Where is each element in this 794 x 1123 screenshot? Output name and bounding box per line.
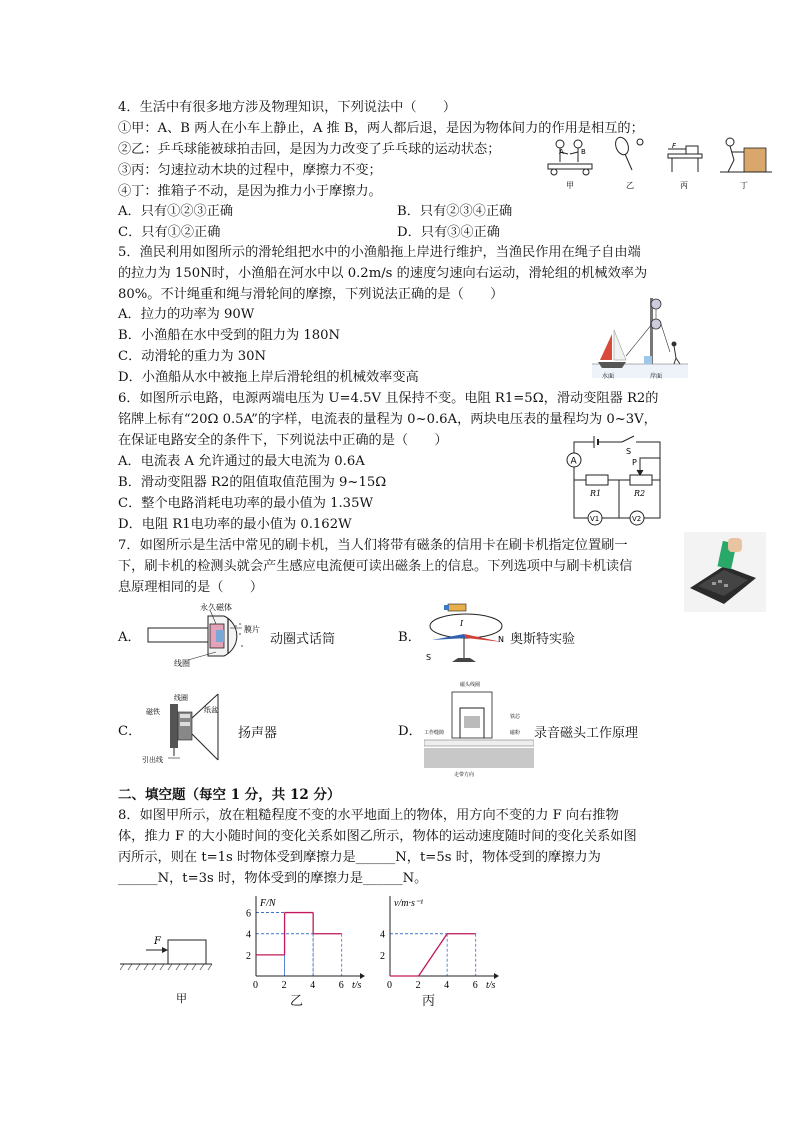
q6-r2-label: R2: [634, 489, 646, 498]
q4-item-4: ④丁：推箱子不动，是因为推力小于摩擦力。: [118, 184, 382, 199]
q4-figure: [540, 132, 780, 192]
x-tick-4: 4: [310, 980, 316, 991]
q7c-label-magnet: 磁铁: [146, 708, 160, 716]
y-tick-2: 2: [246, 950, 251, 962]
q7b-label-current: I: [460, 619, 464, 628]
card-reader-photo: [684, 532, 766, 612]
q4-fig-f: F: [672, 142, 677, 150]
q7-figure-a: [146, 602, 266, 668]
q7d-label-direction: 走带方向: [454, 772, 475, 778]
data-segment-1: [419, 934, 448, 976]
q4-fig-label-yi: 乙: [626, 181, 634, 190]
q7-option-d[interactable]: D．: [398, 724, 422, 739]
q4-option-c[interactable]: C．只有①②正确: [118, 225, 221, 240]
q6-line-2: 铭牌上标有“20Ω 0.5A”的字样，电流表的量程为 0~0.6A，两块电压表的量程均为 0~3V，: [118, 412, 657, 427]
x-tick-0: 0: [253, 980, 258, 991]
x-tick-0: 0: [387, 980, 392, 991]
q7-line-2: 下，刷卡机的检测头就会产生感应电流便可读出磁条上的信息。下列选项中与刷卡机读信: [118, 559, 633, 574]
q7a-label-diaphragm: 膜片: [244, 625, 260, 634]
q7a-label-coil: 线圈: [174, 659, 190, 668]
q7-figure-b: [418, 600, 510, 670]
q6-r1-label: R1: [590, 489, 602, 498]
q5-option-a[interactable]: A．拉力的功率为 90W: [118, 307, 255, 322]
q4-option-b[interactable]: B．只有②③④正确: [397, 204, 513, 219]
q7a-label-magnet: 永久磁体: [200, 603, 232, 612]
q6-ammeter-label: A: [570, 456, 577, 467]
q5-option-d[interactable]: D．小渔船从水中被拖上岸后滑轮组的机械效率变高: [118, 370, 419, 385]
q7-option-a[interactable]: A．: [118, 630, 141, 645]
q8-chart-bing: [372, 896, 502, 1006]
q7-figure-c: [140, 688, 230, 768]
q7b-label-n: N: [498, 635, 504, 644]
q7-option-b[interactable]: B．: [398, 630, 421, 645]
q4-item-2: ②乙：乒乓球能被球拍击回，是因为力改变了乒乓球的运动状态；: [118, 142, 501, 157]
x-tick-6: 6: [472, 980, 478, 991]
q8-line-3: 丙所示，则在 t=1s 时物体受到摩擦力是______N，t=5s 时，物体受到的摩擦力为: [118, 850, 601, 865]
q5-line-3: 80%。不计绳重和绳与滑轮间的摩擦，下列说法正确的是（ ）: [118, 287, 504, 302]
y-axis-label: v/m·s⁻¹: [394, 898, 424, 909]
y-tick-4: 4: [380, 929, 385, 941]
q4-fig-label-bing: 丙: [680, 181, 688, 190]
q7-line-1: 7．如图所示是生活中常见的刷卡机，当人们将带有磁条的信用卡在刷卡机指定位置刷一: [118, 538, 628, 553]
q8-figure-jia: [120, 930, 220, 1010]
q7b-label-s: S: [426, 653, 432, 662]
q6-switch-label: S: [626, 447, 632, 456]
q5-pulley-figure: [592, 290, 688, 382]
q7d-label-powder: 磁粉: [510, 730, 521, 736]
y-tick-6: 6: [246, 908, 251, 920]
q6-option-d[interactable]: D．电阻 R1电功率的最小值为 0.162W: [118, 517, 352, 532]
x-tick-2: 2: [415, 980, 421, 991]
q6-option-a[interactable]: A．电流表 A 允许通过的最大电流为 0.6A: [118, 454, 365, 469]
q7d-label-coil: 磁头线圈: [460, 682, 481, 688]
q5-label-shore: 岸面: [650, 373, 663, 380]
q7c-label-leads: 引出线: [142, 756, 163, 764]
q7c-label-cone: 纸盆: [204, 706, 218, 714]
q7d-label-core: 铁芯: [510, 714, 521, 720]
x-axis-arrow: [360, 973, 365, 979]
q5-line-2: 的拉力为 150N时，小渔船在河水中以 0.2m/s 的速度匀速向右运动，滑轮组的机械效率为: [118, 266, 648, 281]
q7-option-c-label: 扬声器: [238, 726, 278, 741]
q4-stem: 4．生活中有很多地方涉及物理知识，下列说法中（ ）: [118, 100, 457, 115]
q4-item-3: ③丙：匀速拉动木块的过程中，摩擦力不变；: [118, 163, 382, 178]
velocity-time-chart: [372, 896, 502, 1006]
q4-fig-b: B: [581, 148, 586, 156]
x-tick-6: 6: [338, 980, 344, 991]
q8-line-4: ______N，t=3s 时，物体受到的摩擦力是______N。: [118, 871, 428, 886]
q5-line-1: 5．渔民利用如图所示的滑轮组把水中的小渔船拖上岸进行维护，当渔民作用在绳子自由端: [118, 245, 641, 260]
x-tick-4: 4: [444, 980, 450, 991]
q7-option-d-label: 录音磁头工作原理: [534, 726, 639, 741]
q6-slider-label: P: [632, 458, 637, 467]
q4-fig-label-ding: 丁: [740, 181, 748, 190]
q5-option-b[interactable]: B．小渔船在水中受到的阻力为 180N: [118, 328, 341, 343]
q4-option-a[interactable]: A．只有①②③正确: [118, 204, 234, 219]
q8-label-jia: 甲: [176, 992, 187, 1005]
q7-line-3: 息原理相同的是（ ）: [118, 580, 264, 595]
q8-label-yi: 乙: [290, 994, 304, 1009]
q7-option-b-label: 奥斯特实验: [510, 632, 576, 647]
q4-fig-a: A: [559, 148, 564, 156]
y-axis-label: F/N: [260, 898, 276, 909]
q6-circuit-figure: [560, 434, 670, 528]
y-tick-4: 4: [246, 929, 251, 941]
q7-figure-d: [424, 678, 534, 778]
q8-jia-force: F: [154, 936, 161, 947]
y-tick-2: 2: [380, 950, 385, 962]
x-tick-2: 2: [281, 980, 287, 991]
q6-v2-label: V2: [632, 515, 642, 523]
q5-label-water: 水面: [602, 373, 615, 380]
q8-label-bing: 丙: [422, 994, 436, 1009]
section-2-title: 二、填空题（每空 1 分，共 12 分）: [118, 787, 341, 803]
x-axis-label: t/s: [352, 980, 362, 991]
q8-line-1: 8．如图甲所示，放在粗糙程度不变的水平地面上的物体，用方向不变的力 F 向右推物: [118, 808, 619, 823]
x-axis-arrow: [494, 973, 499, 979]
q5-option-c[interactable]: C．动滑轮的重力为 30N: [118, 349, 267, 364]
q7c-label-coil: 线圈: [174, 694, 188, 702]
q4-item-1: ①甲：A、B 两人在小车上静止，A 推 B，两人都后退，是因为物体间力的作用是相互的；: [118, 121, 644, 136]
q6-option-b[interactable]: B．滑动变阻器 R2的阻值取值范围为 9~15Ω: [118, 475, 387, 490]
q7-option-a-label: 动圈式话筒: [270, 632, 336, 647]
q6-option-c[interactable]: C．整个电路消耗电功率的最小值为 1.35W: [118, 496, 374, 511]
q6-v1-label: V1: [590, 515, 600, 523]
q4-fig-label-jia: 甲: [566, 181, 574, 190]
q8-line-2: 体，推力 F 的大小随时间的变化关系如图乙所示，物体的运动速度随时间的变化关系如图: [118, 829, 637, 844]
q7d-label-gap: 工作缝隙: [424, 730, 445, 736]
q6-line-3: 在保证电路安全的条件下，下列说法中正确的是（ ）: [118, 433, 448, 448]
x-axis-label: t/s: [486, 980, 496, 991]
q4-option-d[interactable]: D．只有③④正确: [397, 225, 500, 240]
q7-option-c[interactable]: C．: [118, 724, 142, 739]
q6-line-1: 6．如图所示电路，电源两端电压为 U=4.5V 且保持不变。电阻 R1=5Ω，滑动变阻器 R2的: [118, 391, 659, 406]
